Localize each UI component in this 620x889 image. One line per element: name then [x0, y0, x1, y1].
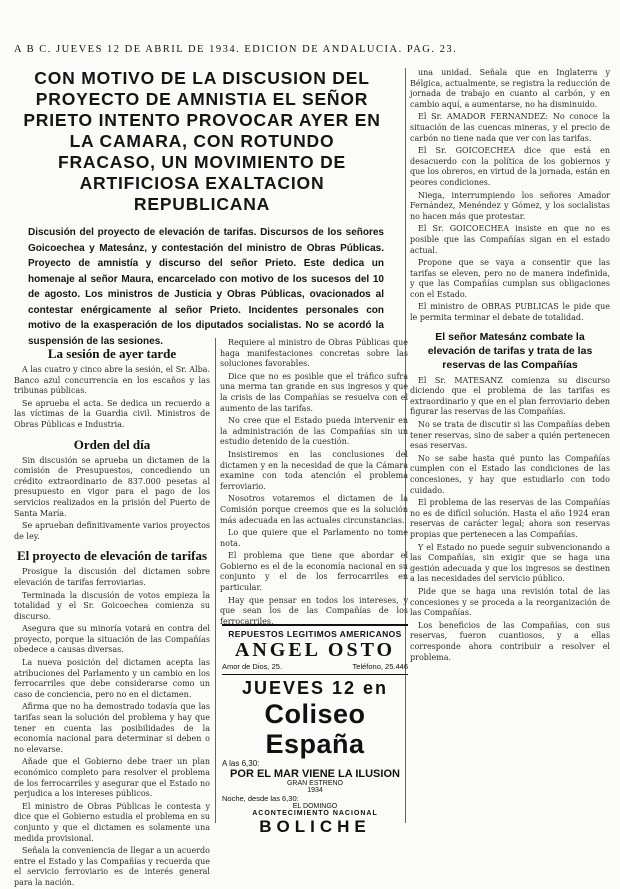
paragraph: Pide que se haga una revisión total de las concesiones y se proceda a la reorganización de las Compañías. — [410, 586, 610, 618]
ad-night: Noche, desde las 6,30: — [222, 794, 299, 803]
ad-sunday: EL DOMINGO — [292, 803, 338, 810]
ad-event: ACONTECIMIENTO NACIONAL — [252, 810, 378, 817]
running-head: A B C. JUEVES 12 DE ABRIL DE 1934. EDICION DE ANDALUCIA. PAG. 23. — [14, 44, 458, 55]
paragraph: No se sabe hasta qué punto las Compañías cumplen con el Estado las condiciones de las concesiones, y hay que estudiarlo con todo cuidado. — [410, 453, 610, 495]
ad-day: JUEVES 12 en — [241, 678, 389, 698]
ad-film-note: GRAN ESTRENO — [286, 780, 343, 787]
paragraph: El Sr. AMADOR FERNANDEZ: No conoce la situación de las cuencas mineras, y el precio de carbón no tiene nada que ver con las tarifas. — [410, 112, 610, 143]
paragraph: Señala la conveniencia de llegar a un acuerdo entre el Estado y las Compañías y recuerda que el servicio ferroviario es de interés general para la nación. — [14, 846, 210, 887]
paragraph: No se trata de discutir si las Compañías deben tener reservas, sino de saber a quién pertenecen esas reservas. — [410, 420, 610, 451]
column-middle — [220, 338, 408, 626]
ad-rule — [222, 674, 408, 675]
ad-theater: Coliseo España — [264, 699, 366, 759]
paragraph: Niega, interrumpiendo los señores Amador Fernández, Menéndez y Gómez, y los socialistas no hacen más que protestar. — [410, 190, 610, 221]
paragraph: El ministro de OBRAS PUBLICAS le pide que le permita terminar el debate de totalidad. — [410, 302, 610, 323]
column-rule — [215, 338, 216, 823]
ad-parts-line: REPUESTOS LEGITIMOS AMERICANOS — [228, 629, 402, 639]
paragraph: Nosotros votaremos el dictamen de la Comisión porque creemos que es la solución más adecuada en las actuales circunstancias. — [220, 494, 408, 525]
summary-paragraph: Discusión del proyecto de elevación de tarifas. Discursos de los señores Goicoechea y Matesánz, y contestación del ministro de Obras Públicas. Proyecto de amnistía y discurso del señor Prieto. Este dedica un homenaje al señor Maura, encarcelado con motivo de los sucesos del 10 de agosto. Los ministros de Justicia y Obras Públicas, ovacionados al contestar enérgicamente al señor Prieto. Incidentes personales con motivo de la exasperación de los diputados socialistas. No se acordó la suspensión de las sesiones. — [28, 227, 384, 347]
section-heading: La sesión de ayer tarde — [47, 346, 177, 361]
paragraph: Prosigue la discusión del dictamen sobre elevación de tarifas ferroviarias. — [14, 567, 210, 587]
section-heading: El proyecto de elevación de tarifas — [16, 548, 208, 564]
main-headline: CON MOTIVO DE LA DISCUSION DEL PROYECTO DE AMNISTIA EL SEÑOR PRIETO INTENTO PROVOCAR AYER EN LA CAMARA, CON ROTUNDO FRACASO, UN MOVIMIENTO DE ARTIFICIOSA EXALTACION REPUBLICANA — [23, 68, 381, 214]
ad-film: POR EL MAR VIENE LA ILUSION — [230, 768, 400, 780]
paragraph: El Sr. MATESANZ comienza su discurso diciendo que el problema de las tarifas es extraordinario y que en el plan ferroviario deben figurar las reservas de las Compañías. — [410, 375, 610, 417]
paragraph: A las cuatro y cinco abre la sesión, el Sr. Alba. Banco azul concurrencia en los escaños y las tribunas públicas. — [14, 365, 210, 396]
paragraph: Terminada la discusión de votos empieza la totalidad y el Sr. Goicoechea comienza su discurso. — [14, 590, 210, 621]
section-heading: El señor Matesánz combate la elevación de tarifas y trata de las reservas de las Compañías — [427, 330, 593, 371]
paragraph: El ministro de Obras Públicas le contesta y dice que el Gobierno estudia el problema en su conjunto y que el dictamen es solamente una medida provisional. — [14, 801, 210, 843]
paragraph: No cree que el Estado pueda intervenir en la administración de las Compañías sin un estudio detenido de la cuestión. — [220, 416, 408, 447]
paragraph: Hay que pensar en todos los intereses, y que sean los de las Compañías de los ferrocarriles. — [220, 595, 408, 626]
paragraph: El problema que tiene que abordar el Gobierno es el de la economía nacional en su conjunto y el de los ferrocarriles en particular. — [220, 551, 408, 593]
ad-rule — [222, 624, 408, 626]
paragraph: El Sr. GOICOECHEA dice que está en desacuerdo con la política de los gobiernos y que los obreros, en virtud de la jornada, están en peores condiciones. — [410, 146, 610, 187]
column-right — [410, 68, 610, 828]
paragraph: Lo que quiere que el Parlamento no tome nota. — [220, 528, 408, 548]
paragraph: una unidad. Señala que en Inglaterra y Bélgica, actualmente, se registra la reducción de jornada de trabajo en cuanto al carbón, y en cambio aquí, a aumentarse, no ha disminuido. — [410, 68, 610, 109]
paragraph: La nueva posición del dictamen acepta las atribuciones del Parlamento y un cambio en los ferrocarriles que debe considerarse como un caso de conciencia, pero no en el dictamen. — [14, 658, 210, 699]
paragraph: Dice que no es posible que el tráfico sufra una merma tan grande en sus ingresos y que la crisis de las Compañías se resuelva con el aumento de las tarifas. — [220, 371, 408, 413]
paragraph: Requiere al ministro de Obras Públicas que haga manifestaciones concretas sobre las soluciones favorables. — [220, 338, 408, 369]
paragraph: Afirma que no ha demostrado todavía que las tarifas sean la solución del problema y hay que tener en cuenta las posibilidades de la economía nacional para determinar si deben o no elevarse. — [14, 702, 210, 754]
advertisement-block — [222, 624, 408, 836]
ad-address: Amor de Dios, 25. — [222, 662, 283, 671]
ad-phone: Teléfono, 25.446 — [352, 662, 408, 671]
paragraph: Asegura que su minoría votará en contra del proyecto, porque la situación de las Compañías obedece a causas diversas. — [14, 624, 210, 655]
paragraph: Y el Estado no puede seguir subvencionando a las Compañías, sin exigir que se haga una gestión adecuada y que los ingresos se destinen a las necesidades del servicio público. — [410, 542, 610, 584]
paragraph: El problema de las reservas de las Compañías no es de difícil solución. Hasta el año 1924 eran reservas de carácter legal; ahora son reservas propias que pertenecen a las Compañías. — [410, 498, 610, 539]
ad-final: BOLICHE — [259, 817, 371, 836]
column-left — [14, 340, 210, 887]
section-heading: Orden del día — [73, 436, 151, 452]
paragraph: Se aprueban definitivamente varios proyectos de ley. — [14, 521, 210, 541]
paragraph: Se aprueba el acta. Se dedica un recuerdo a las víctimas de la Guardia civil. Ministros de Obras Públicas e Industria. — [14, 398, 210, 429]
ad-contact-row — [222, 662, 408, 671]
paragraph: Sin discusión se aprueba un dictamen de la comisión de Presupuestos, concediendo un crédito extraordinario de 837.000 pesetas al presupuesto en vigor para el pago de los servicios realizados en la prisión del Puerto de Santa María. — [14, 455, 210, 518]
paragraph: Los beneficios de las Compañías, con sus reservas, fueron cuantiosos, y a ellas corresponde ahora contribuir a resolver el problema. — [410, 620, 610, 662]
paragraph: El Sr. GOICOECHEA insiste en que no es posible que las Compañías sigan en el estado actual. — [410, 224, 610, 255]
paragraph: Insistiremos en las conclusiones del dictamen y en la necesidad de que la Cámara examine con toda atención el problema ferroviario. — [220, 449, 408, 491]
ad-brand: ANGEL OSTO — [234, 639, 396, 661]
paragraph: Añade que el Gobierno debe traer un plan económico completo para resolver el problema de los ferrocarriles y asegurar que el Estado no perjudica a los intereses públicos. — [14, 757, 210, 799]
paragraph: Propone que se vaya a consentir que las tarifas se eleven, pero no de manera indefinida, y que las Compañías cumplan sus obligaciones con el Estado. — [410, 258, 610, 299]
ad-film-year: 1934 — [307, 787, 323, 794]
ad-time: A las 6,30: — [222, 759, 260, 768]
